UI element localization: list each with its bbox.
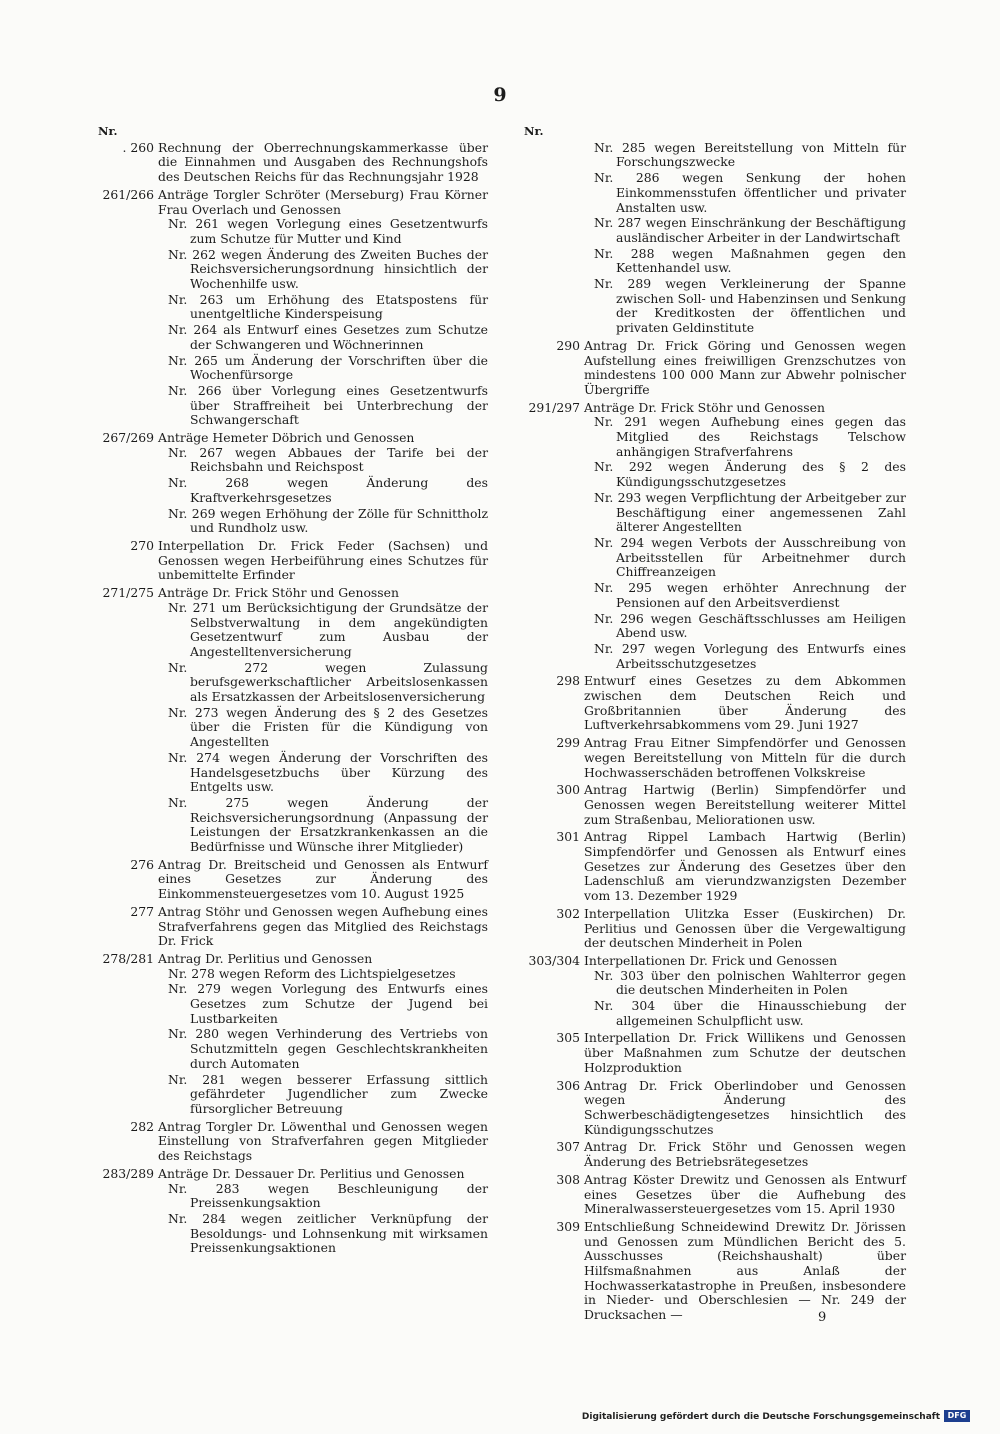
document-entry: [98, 431, 488, 536]
sub-entry: Nr. 266 über Vorlegung eines Gesetzentwurfs über Straffreiheit bei Unterbrechung der Schwangerschaft: [168, 382, 488, 428]
entry-number: 302: [556, 905, 580, 921]
entry-text: Antrag Dr. Frick Oberlindober und Genossen wegen Änderung des Schwerbeschädigtengesetzes hinsichtlich des Kündigungsschutzes: [584, 1077, 906, 1137]
entry-number: 307: [556, 1139, 580, 1155]
entry-number: 271/275: [102, 585, 154, 601]
footer-page-number: 9: [818, 1310, 827, 1325]
entry-number: 298: [556, 673, 580, 689]
entry-number: 278/281: [102, 950, 154, 966]
entry-number: 301: [556, 829, 580, 845]
entry-number: 299: [556, 735, 580, 751]
entry-number: 290: [556, 337, 580, 353]
dfg-logo: DFG: [944, 1410, 970, 1422]
document-entry: [524, 1140, 906, 1169]
document-entry: [524, 339, 906, 398]
sub-entry: Nr. 283 wegen Beschleunigung der Preissenkungsaktion: [168, 1180, 488, 1211]
entry-text: Antrag Torgler Dr. Löwenthal und Genossen wegen Einstellung von Strafverfahren gegen Mitglieder des Reichstags: [158, 1118, 488, 1164]
sub-entry: Nr. 287 wegen Einschränkung der Beschäftigung ausländischer Arbeiter in der Landwirtschaft: [594, 215, 906, 245]
nr-column-label: Nr.: [98, 124, 118, 138]
sub-entry: Nr. 268 wegen Änderung des Kraftverkehrsgesetzes: [168, 475, 488, 505]
document-entry: [524, 141, 906, 336]
sub-entry: Nr. 281 wegen besserer Erfassung sittlich gefährdeter Jugendlicher zum Zwecke fürsorglicher Betreuung: [168, 1071, 488, 1116]
sub-entry: Nr. 284 wegen zeitlicher Verknüpfung der Besoldungs- und Lohnsenkung mit wirksamen Preissenkungsaktionen: [168, 1210, 488, 1256]
entry-number: 300: [556, 782, 580, 798]
sub-entry: Nr. 285 wegen Bereitstellung von Mitteln für Forschungszwecke: [594, 139, 906, 170]
sub-entry: Nr. 297 wegen Vorlegung des Entwurfs eines Arbeitsschutzgesetzes: [594, 640, 906, 671]
entry-text: Antrag Dr. Frick Stöhr und Genossen wegen Änderung des Betriebsrätegesetzes: [584, 1139, 906, 1170]
document-entry: [98, 952, 488, 1117]
right-column: [524, 124, 906, 1326]
sub-entry: Nr. 265 um Änderung der Vorschriften über die Wochenfürsorge: [168, 352, 488, 383]
document-entry: [524, 954, 906, 1029]
sub-entry: Nr. 291 wegen Aufhebung eines gegen das Mitglied des Reichstags Telschow anhängigen Strafverfahrens: [594, 414, 906, 459]
entry-number: 308: [556, 1171, 580, 1187]
entry-text: Interpellation Ulitzka Esser (Euskirchen) Dr. Perlitius und Genossen über die Vergewaltigung der deutschen Minderheit in Polen: [584, 905, 906, 951]
document-entry: [524, 1079, 906, 1138]
sub-entry: Nr. 303 über den polnischen Wahlterror gegen die deutschen Minderheiten in Polen: [594, 967, 906, 998]
sub-entry: Nr. 262 wegen Änderung des Zweiten Buches der Reichsversicherungsordnung hinsichtlich der Wochenhilfe usw.: [168, 246, 488, 292]
entry-text: Interpellationen Dr. Frick und Genossen: [584, 952, 838, 968]
document-entry: [98, 1120, 488, 1164]
document-entry: [524, 907, 906, 951]
document-entry: [524, 736, 906, 780]
right-entry-list: [524, 141, 906, 1323]
entry-text: Antrag Stöhr und Genossen wegen Aufhebung eines Strafverfahrens gegen das Mitglied des Reichstags Dr. Frick: [158, 903, 488, 949]
entry-text: Entwurf eines Gesetzes zu dem Abkommen zwischen dem Deutschen Reich und Großbritannien über Änderung des Luftverkehrsabkommens vom 29. Juni 1927: [584, 673, 906, 733]
sub-entry: Nr. 264 als Entwurf eines Gesetzes zum Schutze der Schwangeren und Wöchnerinnen: [168, 322, 488, 352]
sub-entry: Nr. 261 wegen Vorlegung eines Gesetzentwurfs zum Schutze für Mutter und Kind: [168, 216, 488, 246]
entry-text: Antrag Hartwig (Berlin) Simpfendörfer und Genossen wegen Bereitstellung weiterer Mittel zum Straßenbau, Meliorationen usw.: [584, 782, 906, 827]
sub-entry: Nr. 272 wegen Zulassung berufsgewerkschaftlicher Arbeitslosenkassen als Ersatzkassen der Arbeitslosenversicherung: [168, 659, 488, 705]
page-number: 9: [493, 84, 507, 106]
entry-text: Antrag Rippel Lambach Hartwig (Berlin) Simpfendörfer und Genossen als Entwurf eines Gesetzes zur Änderung des Gesetzes über den Ladenschluß am vierundzwanzigsten Dezember vom 13. Dezember 1929: [584, 829, 906, 904]
document-entry: [524, 830, 906, 904]
entry-text: Antrag Dr. Frick Göring und Genossen wegen Aufstellung eines freiwilligen Grenzschutzes von mindestens 100 000 Mann zur Abwehr polnischer Übergriffe: [584, 337, 906, 397]
sub-entry: Nr. 292 wegen Änderung des § 2 des Kündigungsschutzgesetzes: [594, 459, 906, 490]
document-entry: [98, 858, 488, 902]
sub-entry: Nr. 294 wegen Verbots der Ausschreibung von Arbeitsstellen für Arbeitnehmer durch Chiffreanzeigen: [594, 534, 906, 580]
document-entry: [98, 586, 488, 855]
entry-text: Rechnung der Oberrechnungskammerkasse über die Einnahmen und Ausgaben des Rechnungshofs des Deutschen Reichs für das Rechnungsjahr 1928: [158, 139, 488, 185]
sub-entry: Nr. 289 wegen Verkleinerung der Spanne zwischen Soll- und Habenzinsen und Senkung der Kreditkosten der öffentlichen und privaten Geldinstitute: [594, 276, 907, 336]
entry-text: Interpellation Dr. Frick Feder (Sachsen) und Genossen wegen Herbeiführung eines Schutzes für unbemittelte Erfinder: [158, 537, 488, 583]
document-entry: [98, 1167, 488, 1256]
document-entry: [98, 539, 488, 583]
document-entry: [98, 141, 488, 185]
entry-text: Anträge Hemeter Döbrich und Genossen: [158, 430, 415, 446]
entry-number: 306: [556, 1077, 580, 1093]
document-entry: [524, 674, 906, 733]
left-column: [98, 124, 488, 1259]
entry-text: Antrag Köster Drewitz und Genossen als Entwurf eines Gesetzes über die Aufhebung des Mineralwassersteuergesetzes vom 15. April 1930: [584, 1171, 906, 1217]
entry-text: Entschließung Schneidewind Drewitz Dr. Jörissen und Genossen zum Mündlichen Bericht des 5. Ausschusses (Reichshaushalt) über Hilfsmaßnahmen aus Anlaß der Hochwasserkatastrophe in Preußen, insbesondere in Nieder- und Oberschlesien — Nr. 249 der Drucksachen —: [584, 1218, 906, 1323]
entry-number: 282: [130, 1118, 154, 1134]
sub-entry: Nr. 288 wegen Maßnahmen gegen den Kettenhandel usw.: [594, 245, 906, 276]
entry-number: . 260: [122, 139, 154, 155]
sub-entry: Nr. 280 wegen Verhinderung des Vertriebs von Schutzmitteln gegen Geschlechtskrankheiten durch Automaten: [168, 1026, 488, 1071]
entry-text: Antrag Dr. Breitscheid und Genossen als Entwurf eines Gesetzes zur Änderung des Einkommensteuergesetzes vom 10. August 1925: [158, 856, 488, 902]
entry-number: 309: [556, 1218, 580, 1234]
entry-number: 305: [556, 1030, 580, 1046]
document-entry: [524, 783, 906, 827]
entry-number: 276: [130, 856, 154, 872]
entry-text: Interpellation Dr. Frick Willikens und Genossen über Maßnahmen zum Schutze der deutschen Holzproduktion: [584, 1030, 906, 1075]
nr-column-label: Nr.: [524, 124, 544, 138]
digitization-credit: Digitalisierung gefördert durch die Deutsche Forschungsgemeinschaft: [581, 1412, 940, 1422]
sub-entry: Nr. 304 über die Hinausschiebung der allgemeinen Schulpflicht usw.: [594, 998, 906, 1028]
document-entry: [524, 1220, 906, 1323]
entry-text: Anträge Torgler Schröter (Merseburg) Frau Körner Frau Overlach und Genossen: [158, 186, 488, 217]
entry-text: Antrag Frau Eitner Simpfendörfer und Genossen wegen Bereitstellung von Mitteln für die durch Hochwasserschäden betroffenen Volkskreise: [584, 735, 906, 780]
entry-text: Anträge Dr. Dessauer Dr. Perlitius und Genossen: [158, 1165, 465, 1181]
entry-number: 261/266: [102, 186, 154, 202]
sub-entry: Nr. 263 um Erhöhung des Etatspostens für unentgeltliche Kinderspeisung: [168, 291, 488, 322]
entry-number: 270: [130, 537, 154, 553]
sub-entry: Nr. 271 um Berücksichtigung der Grundsätze der Selbstverwaltung in dem angekündigten Gesetzentwurf zum Ausbau der Angestelltenversicherung: [168, 599, 488, 659]
sub-entry: Nr. 267 wegen Abbaues der Tarife bei der Reichsbahn und Reichspost: [168, 444, 488, 475]
sub-entry: Nr. 286 wegen Senkung der hohen Einkommensstufen öffentlicher und privater Anstalten usw.: [594, 170, 906, 215]
entry-number: 283/289: [102, 1165, 154, 1181]
document-entry: [98, 188, 488, 428]
sub-entry: Nr. 296 wegen Geschäftsschlusses am Heiligen Abend usw.: [594, 610, 906, 641]
entry-number: 267/269: [102, 430, 154, 446]
entry-text: Anträge Dr. Frick Stöhr und Genossen: [158, 585, 399, 601]
entry-number: 303/304: [528, 952, 580, 968]
sub-entry: Nr. 275 wegen Änderung der Reichsversicherungsordnung (Anpassung der Leistungen der Ersatzkrankenkassen an die Bedürfnisse und Wünsche ihrer Mitglieder): [168, 794, 488, 855]
document-entry: [524, 401, 906, 672]
sub-entry: Nr. 293 wegen Verpflichtung der Arbeitgeber zur Beschäftigung einer angemessenen Zahl älterer Angestellten: [594, 489, 906, 535]
sub-entry: Nr. 273 wegen Änderung des § 2 des Gesetzes über die Fristen für die Kündigung von Angestellten: [168, 704, 488, 750]
sub-entry: Nr. 269 wegen Erhöhung der Zölle für Schnittholz und Rundholz usw.: [168, 505, 488, 536]
entry-number: 277: [130, 903, 154, 919]
sub-entry: Nr. 274 wegen Änderung der Vorschriften des Handelsgesetzbuchs über Kürzung des Entgelts usw.: [168, 749, 488, 795]
document-entry: [524, 1031, 906, 1075]
entry-text: Antrag Dr. Perlitius und Genossen: [158, 950, 373, 966]
sub-entry: Nr. 279 wegen Vorlegung des Entwurfs eines Gesetzes zum Schutze der Jugend bei Lustbarkeiten: [168, 981, 488, 1026]
entry-number: 291/297: [528, 399, 580, 415]
sub-entry: Nr. 278 wegen Reform des Lichtspielgesetzes: [168, 965, 456, 981]
sub-entry: Nr. 295 wegen erhöhter Anrechnung der Pensionen auf den Arbeitsverdienst: [594, 580, 906, 610]
left-entry-list: [98, 141, 488, 1256]
document-entry: [524, 1173, 906, 1217]
document-entry: [98, 905, 488, 949]
entry-text: Anträge Dr. Frick Stöhr und Genossen: [584, 399, 825, 415]
